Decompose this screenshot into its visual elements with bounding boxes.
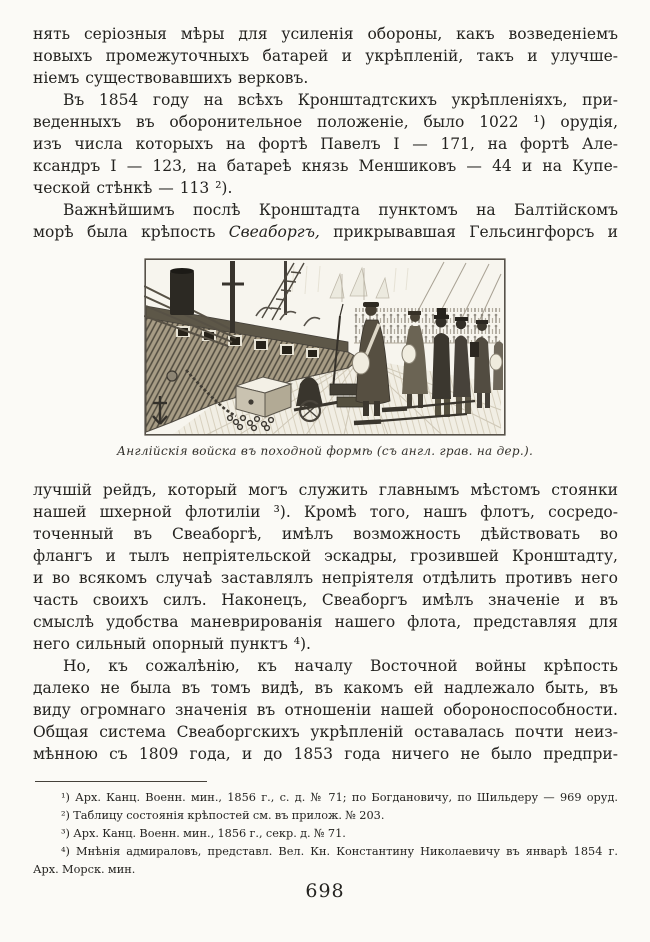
text-line: часть своихъ силъ. Наконецъ, Свеаборгъ имѣлъ значеніе и въ: [33, 591, 618, 609]
footnotes-block: [33, 789, 618, 879]
ship-deck-engraving: [144, 258, 506, 436]
paragraph-fortress-condition: [33, 655, 618, 765]
illustration-caption: Англійскія войска въ походной формѣ (съ англ. грав. на дер.).: [116, 444, 534, 458]
text-line: смыслѣ удобства маневрированія нашего флота, представляя для: [33, 613, 618, 631]
footnote-line: ¹) Арх. Канц. Военн. мин., 1856 г., с. д. № 71; по Богдановичу, по Шильдеру — 969 оруд.: [61, 791, 618, 804]
text-line: Въ 1854 году на всѣхъ Кронштадтскихъ укрѣпленіяхъ, при-: [63, 91, 618, 109]
paragraph-kronstadt-guns: [33, 89, 618, 199]
page-number: 698: [305, 880, 345, 902]
text-line: Важнѣйшимъ послѣ Кронштадта пунктомъ на Балтійскомъ: [63, 201, 618, 219]
text-line: изъ числа которыхъ на фортѣ Павелъ I — 171, на фортѣ Але-: [33, 135, 618, 153]
text-line: новыхъ промежуточныхъ батарей и укрѣпленій, такъ и улучше-: [33, 47, 618, 65]
text-line: мѣнною съ 1809 года, и до 1853 года ничего не было предпри-: [33, 745, 618, 763]
text-line: морѣ была крѣпость Свеаборгъ, прикрывавшая Гельсингфорсъ и: [33, 223, 618, 241]
text-line: точенный въ Свеаборгѣ, имѣлъ возможность дѣйствовать во: [33, 525, 618, 543]
footnote-line: ⁴) Мнѣнія адмираловъ, представл. Вел. Кн. Константину Николаевичу въ январѣ 1854 г.: [61, 845, 618, 858]
paragraph-sveaborg-roadstead: [33, 479, 618, 655]
funnel: [170, 268, 194, 315]
text-line: нашей шхерной флотиліи ³). Кромѣ того, нашъ флотъ, сосредо-: [33, 503, 618, 521]
text-line: Общая система Свеаборгскихъ укрѣпленій оставалась почти неиз-: [33, 723, 618, 741]
text-line: флангъ и тылъ непріятельской эскадры, грозившей Кронштадту,: [33, 547, 618, 565]
paragraph-sveaborg-intro: [33, 199, 618, 243]
text-line: и во всякомъ случаѣ заставлялъ непріятеля отдѣлить противъ него: [33, 569, 618, 587]
text-line: нять серіозныя мѣры для усиленія обороны, какъ возведеніемъ: [33, 25, 618, 43]
text-line: веденныхъ въ оборонительное положеніе, было 1022 ¹) орудія,: [33, 113, 618, 131]
text-line: него сильный опорный пунктъ ⁴).: [33, 635, 311, 653]
text-block-top: [33, 23, 618, 243]
text-block-bottom: [33, 479, 618, 765]
text-line: ксандръ I — 123, на батареѣ князь Меншиковъ — 44 и на Купе-: [33, 157, 618, 175]
footnote-separator: [35, 781, 207, 782]
text-line: виду огромнаго значенія въ отношеніи нашей обороноспособности.: [33, 701, 618, 719]
footnote-line: ³) Арх. Канц. Военн. мин., 1856 г., секр. д. № 71.: [61, 827, 346, 840]
illustration-figure: [116, 258, 534, 459]
footnote-line: ²) Таблицу состоянія крѣпостей см. въ прилож. № 203.: [61, 809, 385, 822]
paragraph-continuation: [33, 23, 618, 89]
text-line: ніемъ существовавшихъ верковъ.: [33, 69, 309, 87]
footnote-line: Арх. Морск. мин.: [33, 863, 136, 876]
text-line: ческой стѣнкѣ — 113 ²).: [33, 179, 233, 197]
text-line: лучшій рейдъ, который могъ служить главнымъ мѣстомъ стоянки: [33, 481, 618, 499]
text-line: Но, къ сожалѣнію, къ началу Восточной войны крѣпость: [63, 657, 618, 675]
text-line: далеко не была въ томъ видѣ, въ какомъ ей надлежало быть, въ: [33, 679, 618, 697]
